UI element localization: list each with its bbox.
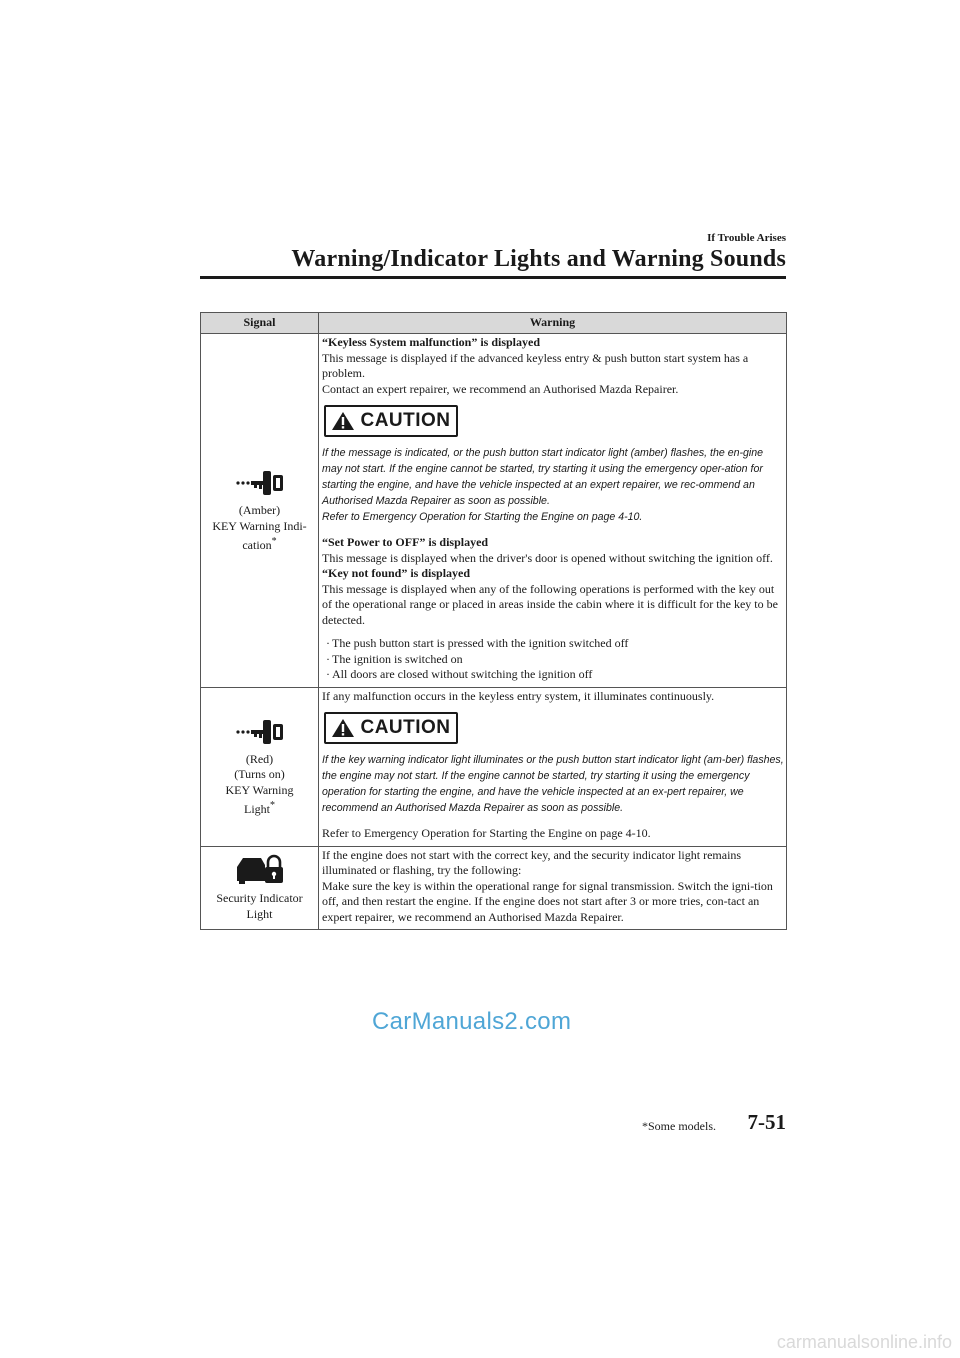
- caution-label: [324, 712, 458, 744]
- message-text: If any malfunction occurs in the keyless entry system, it illuminates continuously.: [322, 688, 715, 703]
- message-title: “Set Power to OFF” is displayed: [322, 535, 489, 549]
- caution-reference: Refer to Emergency Operation for Starting the Engine on page 4-10.: [322, 511, 643, 523]
- list-item: · All doors are closed without switching the ignition off: [326, 667, 784, 683]
- message-text: Make sure the key is within the operational range for signal transmission. Switch the igni-tion off, and then restart the engine. If the engine does not start after 3 or more tries, con-tact an expert repairer, we recommend an Authorised Mazda Repairer.: [322, 878, 773, 924]
- table-header-row: [201, 313, 787, 334]
- warning-cell: [319, 334, 787, 688]
- message-title: “Key not found” is displayed: [322, 566, 471, 580]
- message-text: This message is displayed when any of the following operations is performed with the key out of the operational range or placed in areas inside the cabin where it is difficult for the key to be detected.: [322, 581, 778, 627]
- signal-cell: [201, 846, 319, 930]
- caution-label-text: CAUTION: [360, 717, 451, 739]
- signal-cell: [201, 334, 319, 688]
- caution-label-text: CAUTION: [360, 410, 451, 432]
- signal-line: (Turns on): [234, 767, 285, 781]
- warning-column-header: Warning: [319, 313, 787, 334]
- signal-line: Security Indicator: [216, 891, 303, 906]
- message-text: This message is displayed if the advanced keyless entry & push button start system has a problem.: [322, 350, 749, 380]
- security-car-lock-icon: [235, 853, 285, 885]
- signal-line: (Amber): [238, 503, 281, 517]
- key-warning-icon: [235, 467, 285, 497]
- list-item: · The ignition is switched on: [326, 652, 784, 668]
- page-number: 7-51: [747, 1110, 786, 1134]
- some-models-asterisk: *: [271, 536, 277, 547]
- signal-column-header: Signal: [201, 313, 319, 334]
- warning-table: [200, 312, 787, 930]
- list-item: · The push button start is pressed with the ignition switched off: [326, 636, 784, 652]
- warning-triangle-icon: [331, 411, 355, 431]
- caution-text: If the message is indicated, or the push button start indicator light (amber) flashes, the en-gine may not start. If the engine cannot be started, try starting it using the emergency oper-ation for starting the engine, and have the vehicle inspected at an expert repairer, we rec-ommend an Authorised Mazda Repairer as soon as possible.: [322, 447, 764, 507]
- caution-text: If the key warning indicator light illuminates or the push button start indicator light (am-ber) flashes, the engine may not start. If the engine cannot be started, try starting it using the emergency operation for starting the engine, and have the vehicle inspected at an ex-pert repairer, we recommend an Authorised Mazda Repairer as soon as possible.: [322, 754, 784, 814]
- message-title: “Keyless System malfunction” is displayed: [322, 335, 541, 349]
- warning-cell: [319, 846, 787, 930]
- message-text: If the engine does not start with the correct key, and the security indicator light remains illuminated or flashing, try the following:: [322, 847, 742, 877]
- table-row: [201, 687, 787, 846]
- table-row: [201, 334, 787, 688]
- signal-line: (Red): [245, 751, 274, 766]
- signal-cell: [201, 687, 319, 846]
- message-text: Contact an expert repairer, we recommend an Authorised Mazda Repairer.: [322, 381, 679, 396]
- message-text: This message is displayed when the driver's door is opened without switching the ignition off.: [322, 550, 773, 565]
- some-models-asterisk: *: [270, 800, 275, 811]
- signal-line-text: cation: [242, 538, 272, 552]
- message-text: Refer to Emergency Operation for Starting the Engine on page 4-10.: [322, 826, 651, 840]
- signal-line: KEY Warning: [225, 782, 294, 797]
- signal-line: [203, 798, 316, 818]
- condition-list: [322, 636, 784, 683]
- signal-line: [203, 534, 316, 554]
- table-row: [201, 846, 787, 930]
- section-title: If Trouble Arises: [707, 232, 786, 244]
- page-title: Warning/Indicator Lights and Warning Sounds: [291, 246, 786, 272]
- watermark: CarManuals2.com: [372, 1008, 572, 1035]
- caution-label: [324, 405, 458, 437]
- title-rule: [200, 276, 786, 279]
- warning-cell: [319, 687, 787, 846]
- warning-triangle-icon: [331, 718, 355, 738]
- signal-line: Light: [246, 906, 273, 921]
- key-warning-icon: [235, 716, 285, 746]
- footnote: *Some models.: [642, 1119, 716, 1133]
- signal-line: KEY Warning Indi-: [212, 518, 307, 533]
- signal-line-text: Light: [244, 802, 270, 816]
- site-watermark: carmanualsonline.info: [776, 1332, 952, 1352]
